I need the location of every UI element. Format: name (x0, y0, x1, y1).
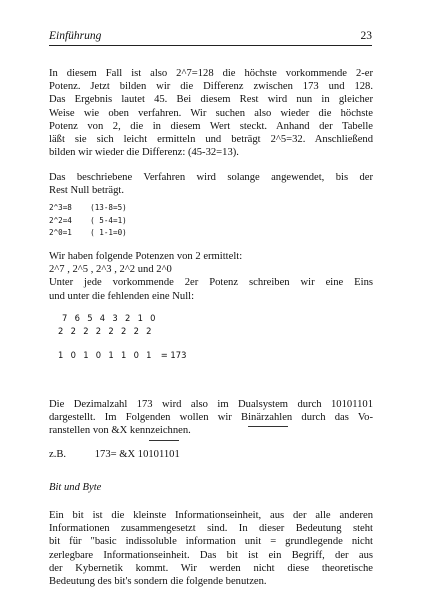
running-header (49, 30, 372, 46)
bit-digit: 1 (58, 350, 64, 360)
exponent-digit: 3 (112, 313, 118, 323)
base-digit: 2 (95, 326, 102, 336)
exponent-digit: 4 (99, 313, 106, 323)
base-digit: 2 (146, 326, 152, 336)
text-line: Das beschriebene Verfahren wird solange angewendet, bis der (49, 172, 373, 183)
text-line: Weise wie oben verfahren. Wir suchen also wieder die höchste (49, 107, 373, 119)
text-line: bilden wir wieder die Differenz: (45-32=13). (49, 147, 239, 159)
text-line: dargestellt. Im Folgenden wollen wir Binärzahlen durch das Vo- (49, 412, 373, 424)
page-number: 23 (360, 30, 372, 42)
text-line: Die Dezimalzahl 173 wird also im Dualsystem durch 10101101 (49, 399, 373, 410)
calc-row: 2^3=8 (13-8=5) (49, 203, 127, 212)
exponent-digit: 2 (124, 313, 131, 323)
bit-digit: 0 (133, 350, 139, 360)
base-digit: 2 (133, 326, 139, 336)
text-line: Unter jede vorkommende 2er Potenz schreiben wir eine Eins (49, 277, 373, 289)
text-line: Potenz. Jetzt bilden wir die Differenz zwischen 173 und 128. (49, 81, 373, 93)
bit-digit: 1 (83, 350, 89, 360)
text-line: Bedeutung des bit's sondern die folgende benutzen. (49, 576, 267, 588)
base-digit: 2 (70, 326, 76, 336)
base-digit: 2 (108, 326, 114, 336)
text-line: 2^7 , 2^5 , 2^3 , 2^2 und 2^0 (49, 264, 172, 276)
base-digit: 2 (120, 326, 127, 336)
example-line (49, 449, 180, 460)
text-line: ranstellen von &X kennzeichnen. (49, 425, 191, 437)
paragraph-dual-system (49, 398, 373, 438)
bit-digit: 0 (70, 350, 76, 360)
exponent-digit: 1 (137, 313, 143, 323)
text-line: der Kybernetik kommt. Wir werden nicht diese theoretische (49, 562, 373, 574)
exponent-digit: 0 (150, 313, 156, 323)
example-label: z.B. (49, 449, 67, 460)
paragraph-bit-definition (49, 509, 373, 588)
exponent-digit: 7 (62, 313, 68, 323)
bit-digit: 1 (146, 350, 152, 360)
text-line: bit für "basic indissoluble information unit = grundlegende nicht (49, 536, 373, 548)
bit-digit: 1 (120, 350, 127, 360)
text-line: Das Ergebnis lautet 45. Bei diesem Rest wird nun in gleicher (49, 94, 373, 106)
section-heading: Bit und Byte (49, 482, 102, 493)
header-rule (49, 45, 372, 46)
text-line: läßt sie sich leicht ermitteln und beträgt 2^5=32. Anschließend (49, 134, 373, 146)
base-digit: 2 (58, 326, 64, 336)
text-line: Rest Null beträgt. (49, 185, 125, 197)
bit-row (58, 350, 186, 360)
underline-mark (248, 426, 288, 427)
paragraph-powers-found (49, 250, 373, 303)
text-line: Wir haben folgende Potenzen von 2 ermittelt: (49, 251, 243, 262)
base-digit: 2 (83, 326, 89, 336)
calc-row: 2^0=1 ( 1-1=0) (49, 228, 127, 238)
text-line: Potenz von 2, die in diesem Wert steckt. Anhand der Tabelle (49, 120, 373, 132)
bit-result: = 173 (160, 350, 187, 360)
text-line: In diesem Fall ist also 2^7=128 die höchste vorkommende 2-er (49, 68, 373, 79)
calc-row: 2^2=4 ( 5-4=1) (49, 215, 127, 225)
paragraph-procedure (49, 171, 373, 197)
bit-digit: 1 (108, 350, 114, 360)
text-line: Informationen zusammengesetzt sind. In dieser Bedeutung steht (49, 523, 373, 535)
text-line: und unter die fehlenden eine Null: (49, 290, 195, 302)
chapter-title: Einführung (49, 30, 102, 42)
bit-digit: 0 (95, 350, 102, 360)
text-line: Ein bit ist die kleinste Informationseinheit, aus der alle anderen (49, 510, 373, 521)
paragraph-highest-power (49, 67, 373, 159)
calculation-steps (49, 202, 127, 240)
exponent-row (62, 313, 163, 323)
text-line: zerlegbare Informationseinheit. Das bit ist ein Begriff, der aus (49, 549, 373, 561)
exponent-digit: 5 (87, 313, 93, 323)
underline-mark (149, 440, 179, 441)
exponent-digit: 6 (74, 313, 80, 323)
example-value: 173= &X 10101101 (94, 449, 180, 460)
base-row (58, 326, 159, 336)
